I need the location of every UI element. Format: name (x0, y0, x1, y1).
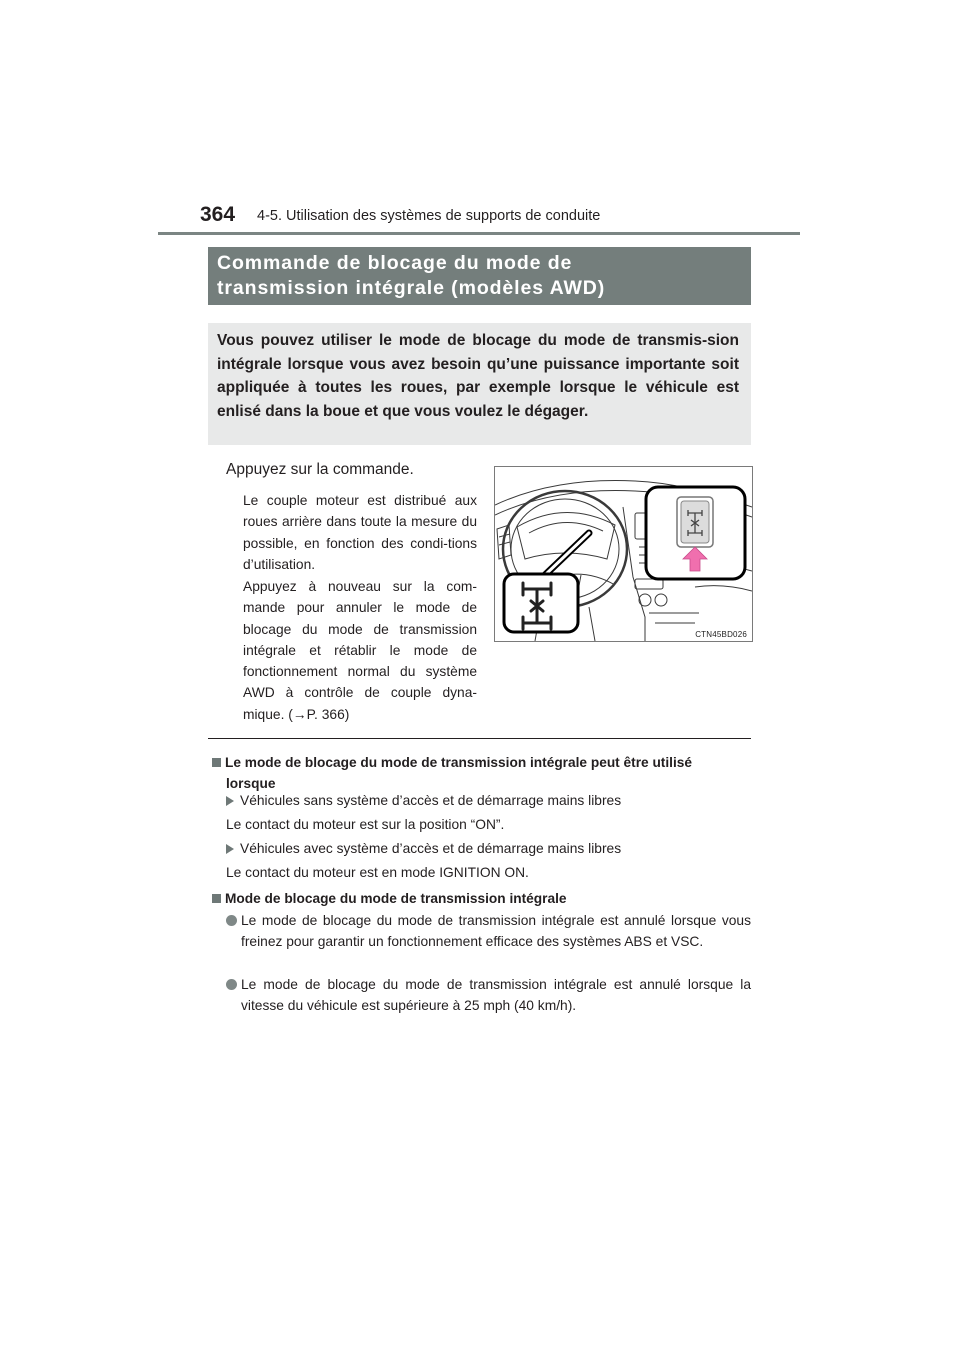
list-item (226, 974, 751, 1017)
triangle-bullet-icon (226, 844, 234, 854)
paragraph-cancel: Appuyez à nouveau sur la com-mande pour annuler le mode de blocage du mode de transmission intégrale et rétablir le mode de fonctionnement normal du système AWD à contrôle de couple dyna-mique. (→P. 366) (243, 579, 477, 722)
intro-box (208, 323, 751, 445)
triangle-bullet-icon (226, 796, 234, 806)
note-heading-lock-mode (212, 888, 567, 909)
list-item-text: Le mode de blocage du mode de transmission intégrale est annulé lorsque vous freinez pour garantir un fonctionnement efficace des systèmes ABS et VSC. (241, 913, 751, 950)
note-heading-line-1: Le mode de blocage du mode de transmission intégrale peut être utilisé (225, 755, 692, 770)
sub-heading-with-smart-key (226, 839, 621, 859)
dashboard-drawing (495, 467, 752, 641)
sub-heading-without-smart-key (226, 791, 621, 811)
square-bullet-icon (212, 758, 221, 767)
figure-code: CTN45BD026 (695, 630, 747, 639)
dashboard-illustration (494, 466, 753, 642)
list-item (226, 910, 751, 953)
list-item-text: Le mode de blocage du mode de transmission intégrale est annulé lorsque la vitesse du véhicule est supérieure à 25 mph (40 km/h). (241, 977, 751, 1014)
condition-text-on: Le contact du moteur est sur la position “ON”. (226, 817, 505, 832)
note-heading-line-2: lorsque (226, 776, 276, 791)
condition-text-ignition: Le contact du moteur est en mode IGNITION ON. (226, 865, 529, 880)
sub-heading-text: Véhicules sans système d’accès et de démarrage mains libres (240, 793, 622, 808)
instruction-text: Appuyez sur la commande. (226, 461, 414, 478)
paragraph-torque: Le couple moteur est distribué aux roues arrière dans toute la mesure du possible, en fonction des condi-tions d’utilisation. (243, 493, 477, 572)
page-title-line-1: Commande de blocage du mode de (217, 252, 573, 274)
header-rule (158, 232, 800, 235)
round-bullet-icon (226, 979, 237, 990)
section-separator (208, 738, 751, 739)
page-title-bar (208, 247, 751, 305)
section-title: 4-5. Utilisation des systèmes de supports de conduite (257, 208, 601, 224)
square-bullet-icon (212, 894, 221, 903)
round-bullet-icon (226, 915, 237, 926)
note-heading-conditions (212, 752, 752, 794)
page-number: 364 (200, 203, 236, 226)
intro-text: Vous pouvez utiliser le mode de blocage du mode de transmis-sion intégrale lorsque vous avez besoin qu’une puissance importante soit appliquée à toutes les roues, par exemple lorsque le véhicule est enlisé dans la boue et que vous voulez le dégager. (217, 332, 739, 420)
sub-heading-text: Véhicules avec système d’accès et de démarrage mains libres (240, 841, 622, 856)
page-title-line-2: transmission intégrale (modèles AWD) (217, 277, 606, 299)
note-heading-text: Mode de blocage du mode de transmission intégrale (225, 891, 567, 906)
